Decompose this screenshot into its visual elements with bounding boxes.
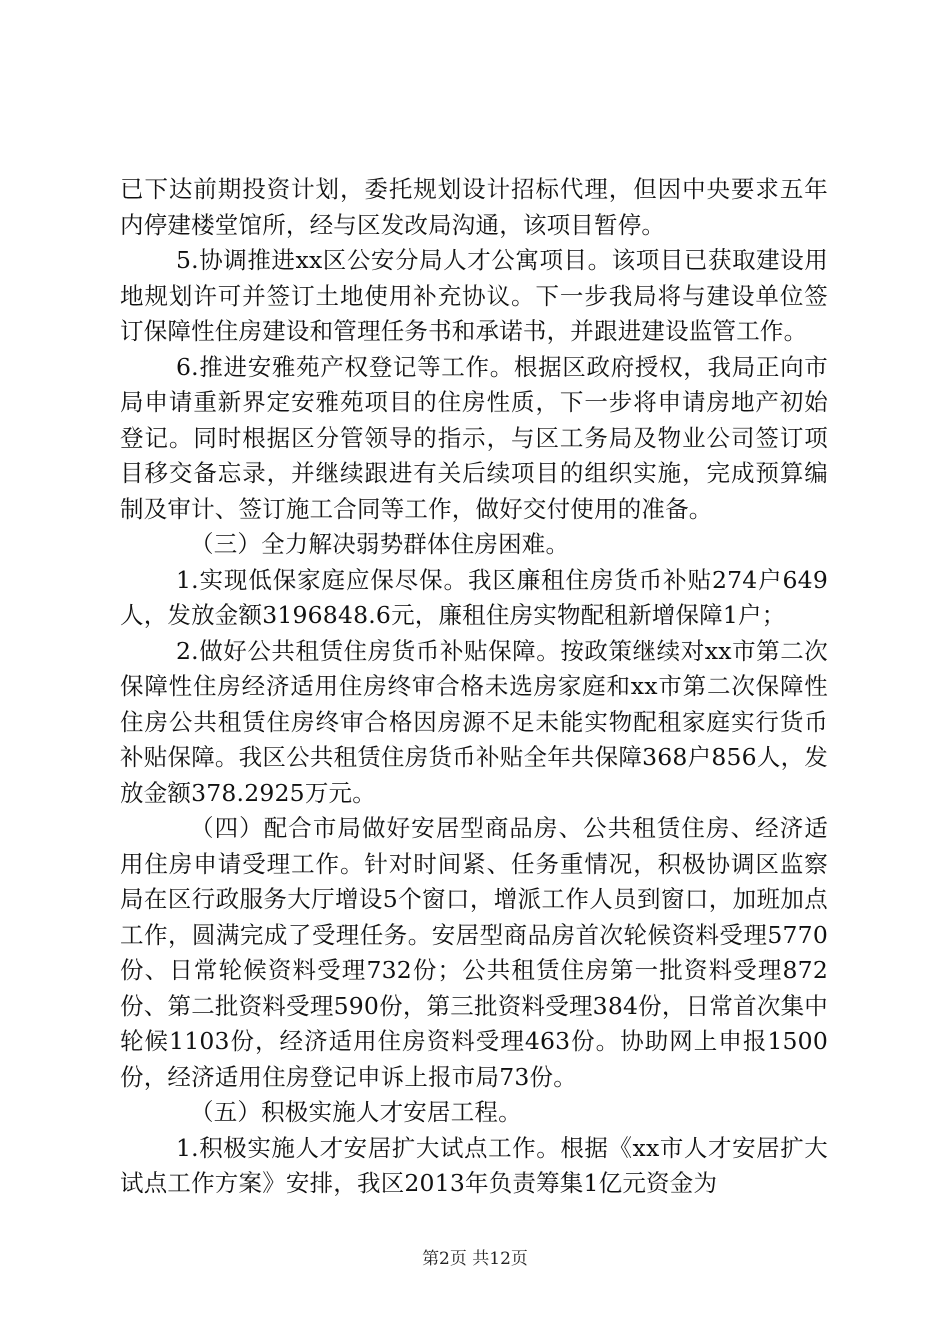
paragraph-continuation: 已下达前期投资计划，委托规划设计招标代理，但因中央要求五年内停建楼堂馆所，经与区发改局沟通，该项目暂停。 [120, 175, 828, 239]
section-paragraph-4: （四）配合市局做好安居型商品房、公共租赁住房、经济适用住房申请受理工作。针对时间紧、任务重情况，积极协调区监察局在区行政服务大厅增设5个窗口，增派工作人员到窗口，加班加点工作，圆满完成了受理任务。安居型商品房首次轮候资料受理5770份、日常轮候资料受理732份；公共租赁住房第一批资料受理872份、第二批资料受理590份，第三批资料受理384份，日常首次集中轮候1103份，经济适用住房资料受理463份。协助网上申报1500份，经济适用住房登记申诉上报市局73份。 [120, 814, 828, 1091]
paragraph-item-6: 6.推进安雅苑产权登记等工作。根据区政府授权，我局正向市局申请重新界定安雅苑项目的住房性质，下一步将申请房地产初始登记。同时根据区分管领导的指示，与区工务局及物业公司签订项目移交备忘录，并继续跟进有关后续项目的组织实施，完成预算编制及审计、签订施工合同等工作，做好交付使用的准备。 [120, 352, 828, 523]
section-heading-3: （三）全力解决弱势群体住房困难。 [190, 530, 570, 558]
paragraph-item-1: 1.实现低保家庭应保尽保。我区廉租住房货币补贴274户649人，发放金额3196848.6元，廉租住房实物配租新增保障1户； [120, 565, 828, 629]
document-body [120, 172, 828, 1202]
page-footer: 第2页 共12页 [422, 1249, 528, 1269]
paragraph-item-2: 2.做好公共租赁住房货币补贴保障。按政策继续对xx市第二次保障性住房经济适用住房终审合格未选房家庭和xx市第二次保障性住房公共租赁住房终审合格因房源不足未能实物配租家庭实行货币补贴保障。我区公共租赁住房货币补贴全年共保障368户856人，发放金额378.2925万元。 [120, 636, 828, 807]
paragraph-item-1b: 1.积极实施人才安居扩大试点工作。根据《xx市人才安居扩大试点工作方案》安排，我区2013年负责筹集1亿元资金为 [120, 1133, 828, 1197]
paragraph-item-5: 5.协调推进xx区公安分局人才公寓项目。该项目已获取建设用地规划许可并签订土地使用补充协议。下一步我局将与建设单位签订保障性住房建设和管理任务书和承诺书，并跟进建设监管工作。 [120, 246, 828, 345]
section-heading-5: （五）积极实施人才安居工程。 [190, 1098, 522, 1126]
